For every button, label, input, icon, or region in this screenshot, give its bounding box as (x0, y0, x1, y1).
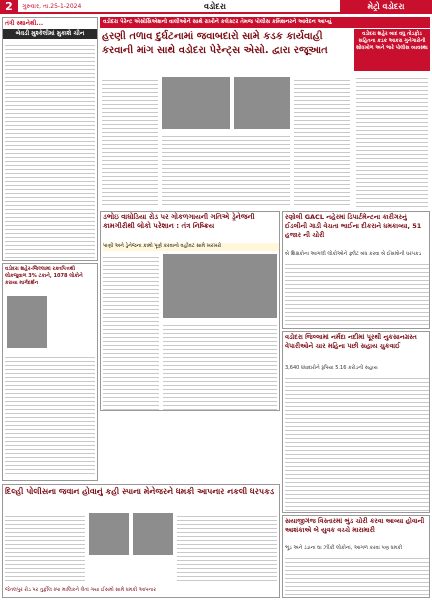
river-headline: વડોદરા જિલ્લામાં નર્મદા નદીમાં પૂરથી નુકસાનગ્રસ્ત વેપારીઓને ચાર મહિના પછી સહાય ચુકવાઈ (285, 333, 417, 350)
sayaji-sub: ભૂંડ અને ડંડાના ઘા ઝીંકી લોકોનાં, આગળ કરવા પણ ધમકી (285, 545, 403, 551)
drainage-sub: પાણી અને ડ્રેનેજના કામો પૂર્ણ કરવાનો વહીવટ સામે ખરખરો (103, 243, 279, 251)
river-body (285, 375, 429, 512)
sayaji-headline: સયાજીગંજ વિસ્તારમાં ભુંડ ચોરી કરવા આવ્યા હોવાની આશંકાએ બે યુવક વચ્ચે મારામારી (285, 517, 425, 534)
editorial-column (2, 17, 98, 261)
top-banner (100, 17, 430, 28)
lead-headline: હરણી તળાવ દુર્ઘટનામાં જવાબદારો સામે કડક કાર્યવાહી કરવાની માંગ સાથે વડોદરા પેરેન્ટ્સ એસો. દ્વારા રજૂઆત (102, 31, 328, 56)
leprosy-headline: વડોદરા શહેર-જિલ્લામાં રક્તપિત્તથી લોકજુવાળ 3% ટકાને, 1078 લોકોને કરાયા માર્ગદર્શન (5, 266, 83, 286)
police-footer: જેતલપુર રોડ પર તુર્ફીલ સ્પા માલિકને લેતાં ગયા ઈસમો સામે ધમકી આપનાર (5, 587, 156, 593)
leprosy-body (5, 354, 95, 476)
paper-brand: મેટ્રો વડોદરા (340, 0, 432, 14)
river-sub: 3,640 ધંધાદારોને રૂપિયા 5.16 કરોડની સહાય (285, 365, 378, 371)
drainage-body-1 (103, 254, 159, 410)
top-banner-text: વડોદરા પેરેન્ટ એસોસિએશનો વાલીઓને સાથે રાખીને કલેક્ટર તેમજ પોલીસ કમિશનરને આવેદન આપ્યું (103, 19, 332, 25)
drainage-photo (163, 254, 277, 318)
gacl-story (282, 211, 430, 329)
police-body-2 (177, 513, 277, 583)
drainage-body-2 (163, 322, 277, 410)
lead-photo-1 (162, 77, 230, 129)
lead-story (100, 29, 352, 207)
right-column (354, 29, 430, 209)
gacl-sub: બે શિક્ષકોના આગલી લોકોઓને ફ્લેટ બંધ કરવા બે ઈસમોની ધરપકડ (285, 251, 422, 257)
river-story (282, 331, 430, 513)
editorial-headline: બેવડી મુશ્કેલીમાં મુકાશે ચીન (3, 29, 97, 39)
leprosy-photo (7, 296, 47, 348)
editorial-kicker: તંત્રી સ્થાનેથી... (5, 20, 44, 27)
police-story (2, 484, 280, 598)
sayaji-story (282, 515, 430, 598)
lead-photo-2 (234, 77, 290, 129)
leprosy-story (2, 263, 98, 481)
drainage-headline: ડભોઇ વાઘોડિયા રોડ પર ગોકળગાયની ગતિએ ડ્રેનેજની કામગીરીથી લોકો પરેશાન : તંત્ર નિષ્ક્રિય (103, 213, 255, 230)
gacl-body (285, 261, 429, 328)
right-body (356, 75, 428, 207)
lead-body-2 (162, 133, 290, 205)
issue-date: ગુરુવાર, તા.25-1-2024 (22, 3, 82, 10)
right-box (354, 29, 430, 71)
page-number: 2 (0, 0, 18, 14)
drainage-story (100, 211, 280, 411)
police-body-1 (5, 513, 85, 583)
police-photo-2 (133, 513, 173, 555)
gacl-headline: રણોલી GACL નહેરમાં ડિપાર્ટમેન્ટના કારીગરનું ઈડલીની ગાડી વેચતા ભાઈના દીકરાને ધમકાવ્યા, 51 હજાર ની ચોરી (285, 213, 422, 239)
sayaji-body (285, 555, 429, 597)
right-box-text: વડોદરા શહેર બાદ વધુ તોડફોડ સહિતના કડક આકરા ગુનેગારોની શોધખોળ અને ભારે પોલીસ વ્યવસ્થા (356, 31, 428, 51)
police-photo-1 (89, 513, 129, 555)
editorial-body (5, 42, 95, 260)
police-headline: દિલ્હી પોલીસના જવાન હોવાનું કહી સ્પાના મેનેજરને ધમકી આપનાર નકલી ધરપકડ (5, 487, 275, 496)
section-city: વડોદરા (204, 2, 226, 11)
lead-body-1 (102, 77, 158, 205)
lead-body-3 (294, 77, 350, 205)
